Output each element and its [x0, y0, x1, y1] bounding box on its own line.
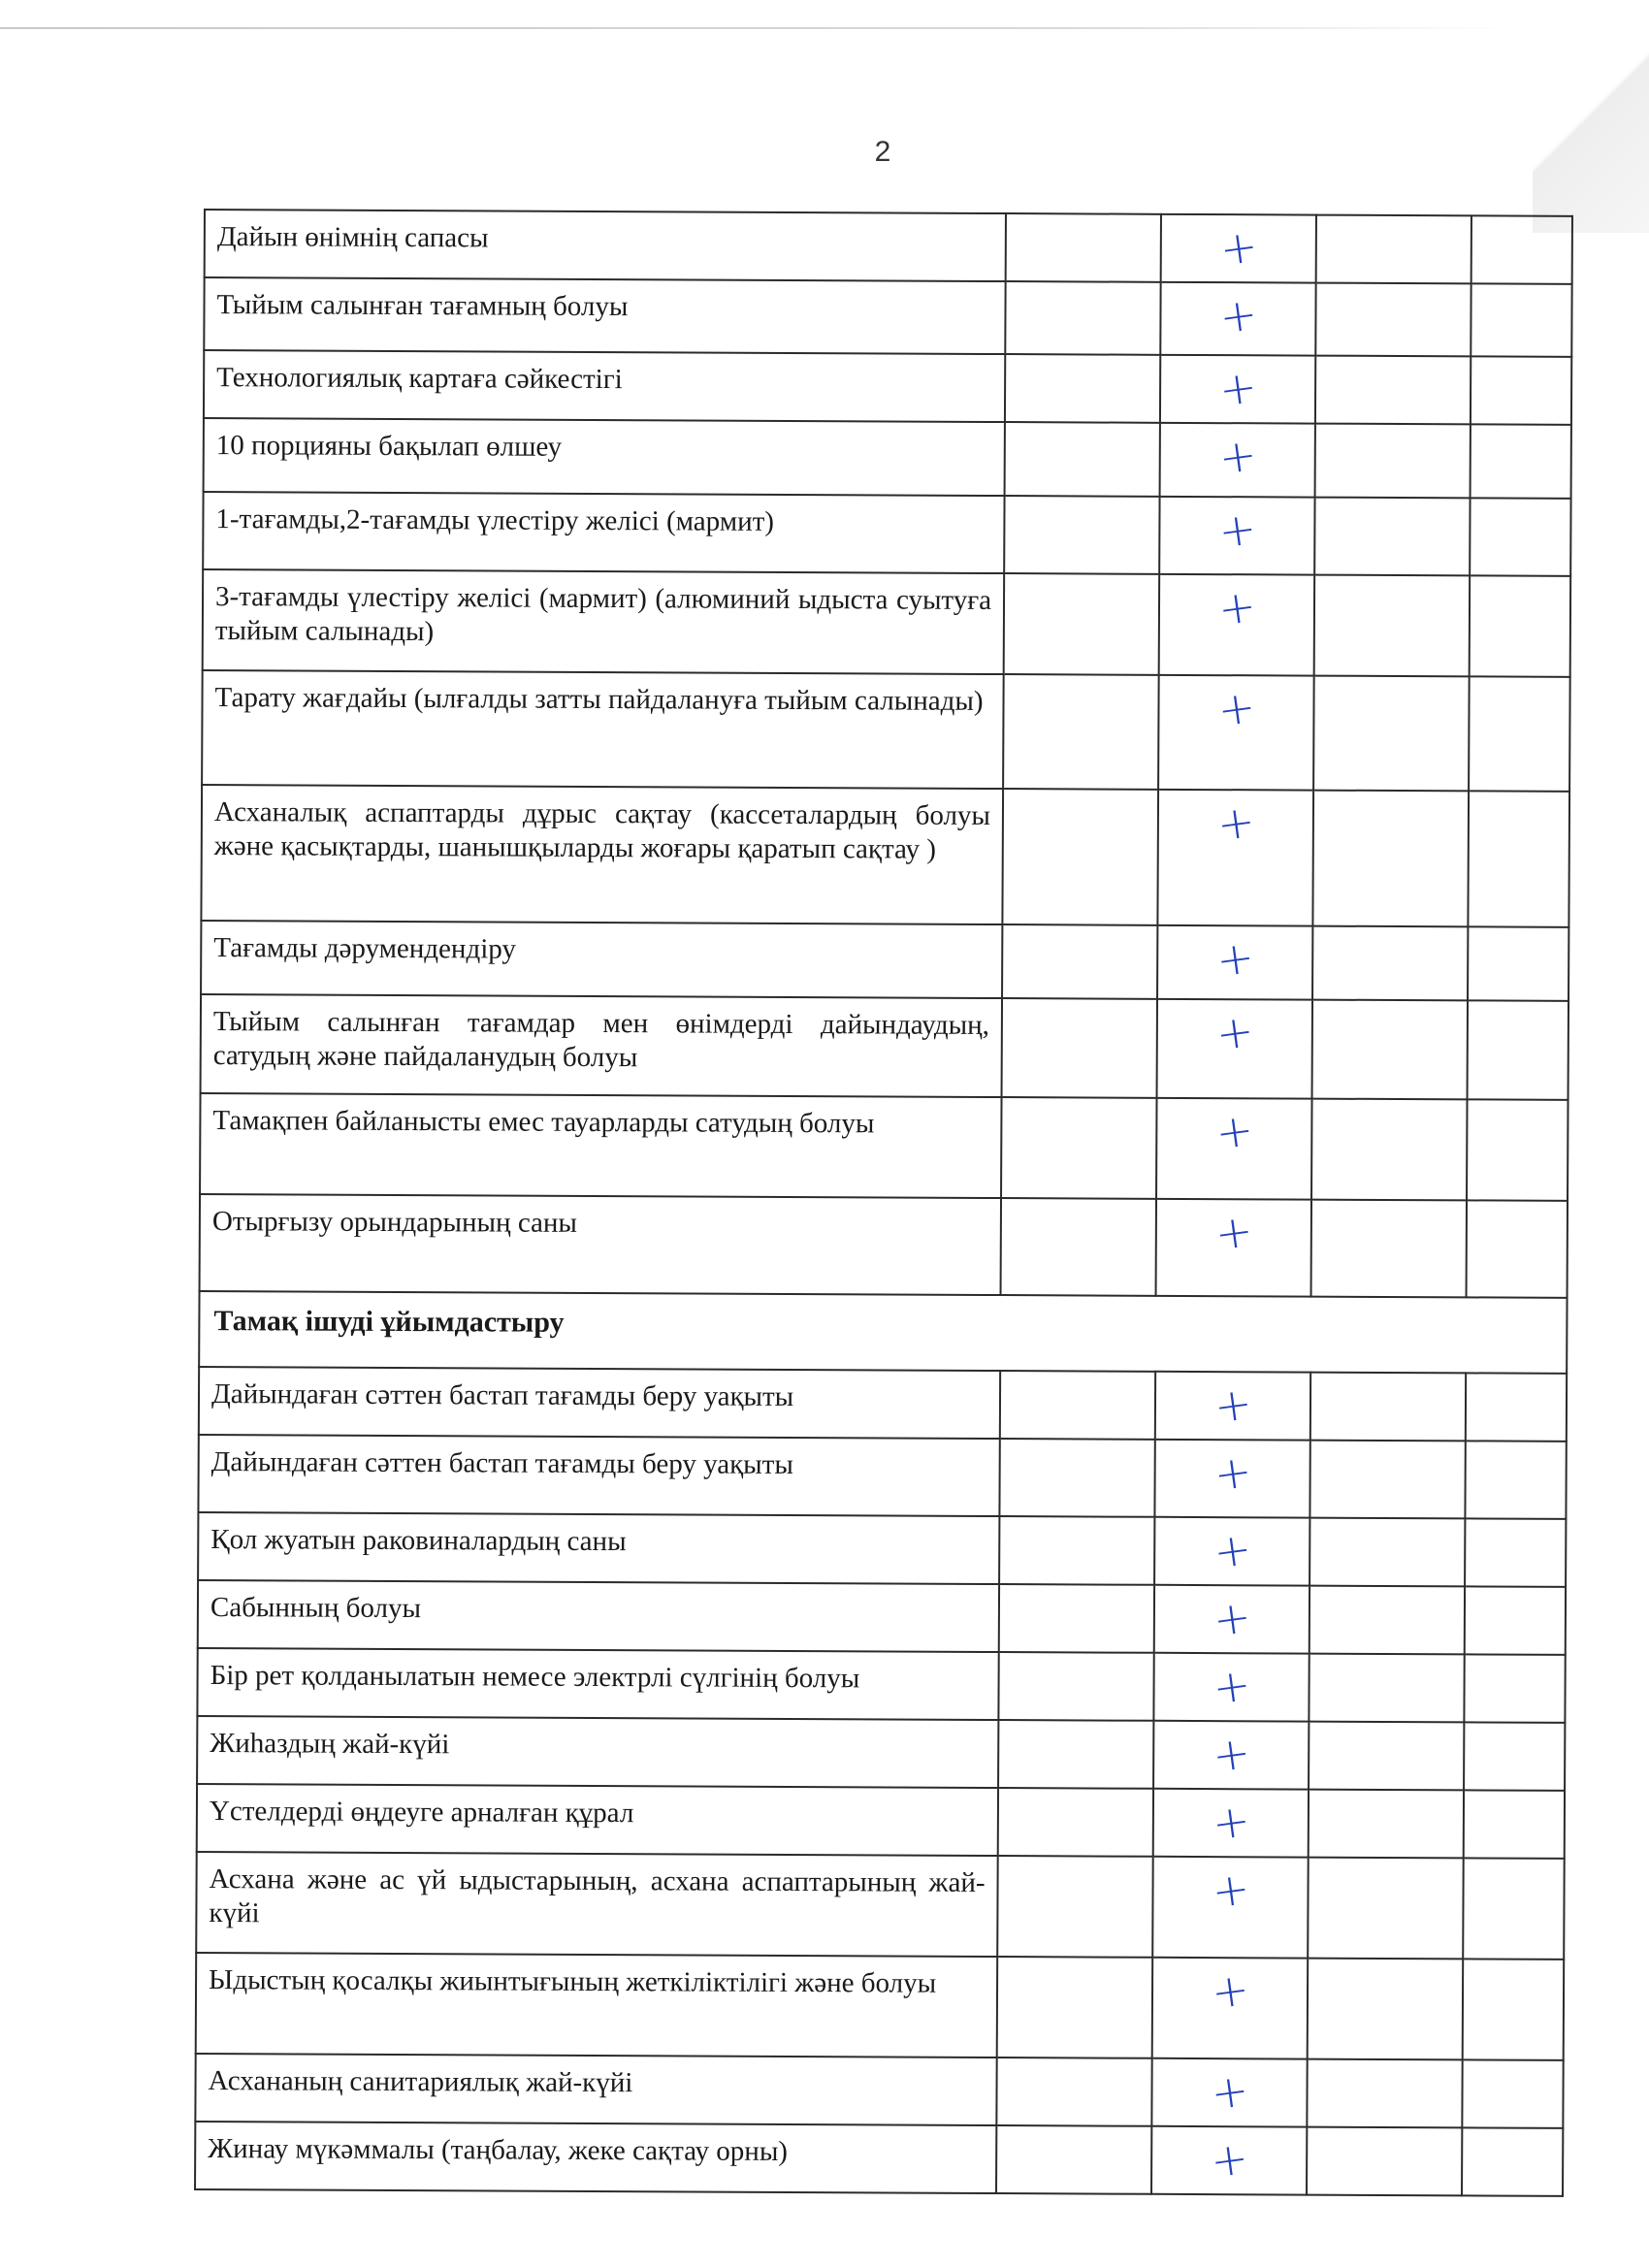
plus-mark: + [1212, 1003, 1257, 1061]
check-cell-3 [1308, 1959, 1464, 2060]
check-cell-2 [1154, 1517, 1310, 1586]
check-cell-4 [1469, 676, 1570, 792]
plus-mark: + [1210, 1589, 1254, 1647]
check-cell-4 [1471, 424, 1571, 499]
checklist-item-label: 3-тағамды үлестіру желісі (мармит) (алюминий ыдыста суытуға тыйым салынады) [203, 569, 1004, 674]
checklist-item-label: Тыйым салынған тағамдар мен өнімдерді дайындаудың, сатудың және пайдаланудың болуы [201, 994, 1002, 1097]
check-cell-4 [1468, 791, 1569, 927]
folded-page-corner [1533, 0, 1649, 233]
check-cell-1 [998, 1652, 1153, 1721]
check-cell-3 [1308, 1858, 1464, 1960]
table-row [203, 569, 1570, 677]
table-row [200, 1194, 1568, 1298]
check-cell-2 [1153, 1653, 1309, 1722]
check-cell-2 [1160, 282, 1315, 356]
check-cell-1 [1002, 924, 1157, 999]
checklist-item-label: Асханалық аспаптарды дұрыс сақтау (кассеталардың болуы және қасықтарды, шанышқыларды жоғары қаратып сақтау ) [201, 785, 1003, 924]
table-row [195, 2122, 1563, 2196]
check-cell-3 [1309, 1790, 1464, 1859]
check-cell-1 [1005, 281, 1160, 355]
plus-mark: + [1214, 578, 1259, 636]
plus-mark: + [1207, 2130, 1251, 2188]
plus-mark: + [1212, 1102, 1257, 1160]
plus-mark: + [1209, 1657, 1254, 1715]
plus-mark: + [1207, 2062, 1252, 2121]
check-cell-3 [1310, 1586, 1465, 1655]
check-cell-2 [1156, 1098, 1312, 1200]
check-cell-3 [1316, 215, 1471, 284]
check-cell-4 [1464, 1790, 1565, 1859]
check-cell-1 [998, 1788, 1153, 1857]
checklist-item-label: Қол жуатын раковиналардың саны [198, 1512, 999, 1584]
table-row [196, 1953, 1564, 2060]
check-cell-2 [1157, 790, 1313, 926]
table-row [205, 210, 1572, 284]
check-cell-4 [1463, 1959, 1565, 2060]
check-cell-4 [1464, 1654, 1565, 1723]
check-cell-4 [1467, 1200, 1568, 1298]
check-cell-3 [1307, 2127, 1462, 2196]
check-cell-1 [999, 1439, 1154, 1517]
check-cell-4 [1471, 356, 1571, 425]
section-title: Тамақ ішуді ұйымдастыру [199, 1291, 1567, 1374]
check-cell-2 [1160, 423, 1315, 498]
check-cell-2 [1151, 2058, 1307, 2127]
checklist-table [194, 209, 1573, 2197]
check-cell-3 [1310, 1518, 1465, 1587]
checklist-item-label: Отырғызу орындарының саны [200, 1194, 1001, 1295]
check-cell-2 [1159, 497, 1314, 575]
check-cell-3 [1313, 676, 1470, 792]
plus-mark: + [1212, 929, 1257, 988]
plus-mark: + [1210, 1521, 1254, 1579]
check-cell-2 [1160, 355, 1315, 424]
check-cell-1 [1001, 1097, 1157, 1199]
plus-mark: + [1208, 1961, 1252, 2020]
table-row [197, 1784, 1565, 1859]
check-cell-1 [996, 2125, 1151, 2194]
check-cell-3 [1312, 1000, 1468, 1100]
check-cell-1 [1004, 496, 1159, 574]
table-row [200, 1093, 1568, 1201]
plus-mark: + [1209, 1793, 1253, 1851]
check-cell-2 [1154, 1440, 1310, 1518]
table-row [204, 350, 1571, 425]
check-cell-4 [1466, 1373, 1567, 1442]
table-row [203, 492, 1570, 576]
table-row [201, 921, 1568, 1001]
check-cell-3 [1312, 926, 1468, 1001]
plus-mark: + [1213, 679, 1259, 737]
checklist-item-label: Үстелдерді өңдеуге арналған құрал [197, 1784, 998, 1856]
checklist-item-label: 1-тағамды,2-тағамды үлестіру желісі (мармит) [203, 492, 1004, 573]
scan-edge-line [0, 27, 1513, 29]
plus-mark: + [1213, 794, 1258, 852]
check-cell-3 [1309, 1722, 1464, 1791]
check-cell-3 [1315, 283, 1471, 357]
checklist-item-label: Тағамды дәрумендендіру [201, 921, 1002, 998]
check-cell-3 [1307, 2059, 1462, 2128]
check-cell-4 [1462, 2127, 1563, 2196]
plus-mark: + [1214, 501, 1260, 559]
check-cell-3 [1309, 1654, 1464, 1723]
check-cell-4 [1468, 926, 1568, 1001]
plus-mark: + [1209, 1725, 1253, 1783]
check-cell-4 [1468, 1000, 1568, 1100]
plus-mark: + [1215, 286, 1261, 344]
plus-mark: + [1216, 218, 1261, 276]
check-cell-1 [1005, 422, 1160, 497]
table-row [198, 1512, 1566, 1587]
checklist-item-label: Дайындаған сәттен бастап тағамды беру уақыты [199, 1367, 1000, 1439]
checklist-item-label: Тамақпен байланысты емес тауарларды сатудың болуы [200, 1093, 1001, 1198]
checklist-item-label: 10 порцияны бақылап өлшеу [204, 418, 1005, 496]
check-cell-2 [1155, 1372, 1310, 1441]
check-cell-3 [1310, 1373, 1466, 1442]
table-row [201, 994, 1568, 1100]
check-cell-4 [1465, 1518, 1566, 1587]
checklist-item-label: Жиһаздың жай-күйі [197, 1716, 998, 1788]
check-cell-2 [1151, 2126, 1307, 2195]
check-cell-1 [999, 1516, 1154, 1585]
table-row [197, 1648, 1565, 1723]
checklist-item-label: Дайындаған сәттен бастап тағамды беру уақыты [198, 1435, 999, 1516]
table-row [198, 1580, 1566, 1655]
check-cell-2 [1153, 1721, 1309, 1790]
check-cell-2 [1152, 1857, 1309, 1959]
check-cell-3 [1315, 356, 1471, 425]
check-cell-1 [1002, 998, 1157, 1098]
check-cell-1 [1001, 1198, 1156, 1296]
checklist-item-label: Дайын өнімнің сапасы [205, 210, 1006, 281]
check-cell-2 [1152, 1958, 1309, 2059]
check-cell-4 [1465, 1586, 1566, 1655]
checklist-item-label: Жинау мүкәммалы (таңбалау, жеке сақтау орны) [195, 2122, 996, 2193]
table-row [198, 1435, 1566, 1519]
check-cell-1 [1005, 354, 1160, 423]
checklist-body [195, 210, 1572, 2196]
check-cell-2 [1157, 999, 1312, 1099]
table-row [204, 277, 1571, 357]
checklist-item-label: Асхананың санитариялық жай-күйі [195, 2054, 996, 2125]
check-cell-2 [1159, 574, 1315, 676]
checklist-item-label: Тыйым салынған тағамның болуы [204, 277, 1005, 354]
check-cell-1 [1002, 789, 1158, 925]
check-cell-4 [1462, 2059, 1563, 2128]
check-cell-4 [1464, 1722, 1565, 1791]
plus-mark: + [1215, 427, 1260, 485]
plus-mark: + [1215, 359, 1260, 417]
table-row [201, 785, 1569, 927]
check-cell-1 [1006, 213, 1161, 282]
check-cell-3 [1314, 498, 1470, 576]
checklist-item-label: Ыдыстың қосалқы жиынтығының жеткіліктілігі және болуы [196, 1953, 997, 2057]
check-cell-1 [1003, 674, 1159, 790]
plus-mark: + [1212, 1203, 1256, 1261]
checklist-item-label: Бір рет қолданылатын немесе электрлі сүлгінің болуы [197, 1648, 998, 1720]
checklist-item-label: Технологиялық картаға сәйкестігі [204, 350, 1005, 422]
check-cell-2 [1153, 1789, 1309, 1858]
checklist-item-label: Тарату жағдайы (ылғалды затты пайдалануға тыйым салынады) [202, 670, 1004, 789]
check-cell-3 [1311, 1200, 1467, 1298]
check-cell-1 [998, 1720, 1153, 1789]
table-row [197, 1716, 1565, 1791]
check-cell-4 [1465, 1441, 1566, 1519]
check-cell-2 [1157, 925, 1312, 1000]
plus-mark: + [1208, 1861, 1253, 1919]
check-cell-3 [1314, 575, 1471, 677]
section-header-row [199, 1291, 1567, 1374]
plus-mark: + [1210, 1443, 1255, 1502]
plus-mark: + [1211, 1376, 1255, 1434]
table-row [195, 2054, 1563, 2128]
check-cell-1 [999, 1584, 1154, 1653]
check-cell-2 [1154, 1585, 1310, 1654]
check-cell-1 [997, 1957, 1153, 2058]
check-cell-4 [1471, 215, 1572, 284]
check-cell-3 [1311, 1099, 1468, 1201]
check-cell-4 [1471, 283, 1571, 357]
check-cell-4 [1463, 1858, 1565, 1960]
check-cell-4 [1470, 498, 1570, 576]
check-cell-2 [1161, 214, 1316, 283]
check-cell-4 [1470, 575, 1571, 677]
checklist-item-label: Сабынның болуы [198, 1580, 999, 1652]
check-cell-1 [996, 2057, 1151, 2126]
table-row [204, 418, 1571, 499]
table-row [196, 1852, 1564, 1960]
check-cell-4 [1467, 1099, 1568, 1201]
check-cell-1 [997, 1856, 1153, 1958]
table-row [199, 1367, 1567, 1442]
check-cell-3 [1315, 424, 1471, 499]
checklist-item-label: Асхана және ас үй ыдыстарының, асхана аспаптарының жай-күйі [196, 1852, 997, 1957]
table-row [202, 670, 1570, 792]
check-cell-1 [1004, 573, 1160, 675]
check-cell-3 [1310, 1441, 1465, 1519]
check-cell-2 [1158, 675, 1314, 791]
page-number: 2 [874, 136, 891, 168]
check-cell-3 [1312, 791, 1469, 927]
check-cell-1 [1000, 1371, 1155, 1440]
check-cell-2 [1156, 1199, 1311, 1297]
